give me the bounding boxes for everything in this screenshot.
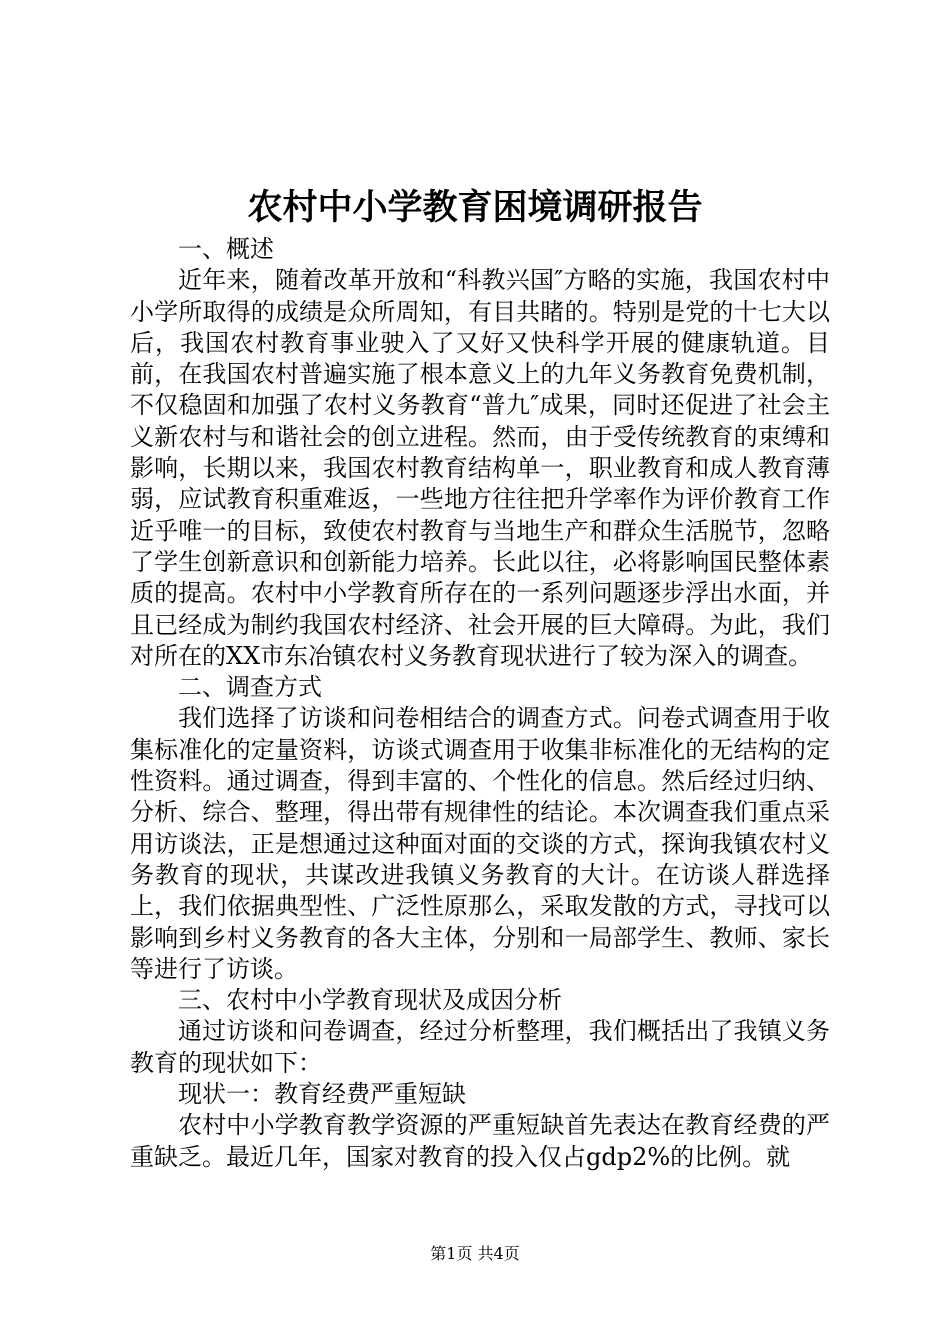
paragraph-method: 我们选择了访谈和问卷相结合的调查方式。问卷式调查用于收集标准化的定量资料，访谈式调查用于收集非标准化的无结构的定性资料。通过调查，得到丰富的、个性化的信息。然后经过归纳、分析、综合、整理，得出带有规律性的结论。本次调查我们重点采用访谈法，正是想通过这种面对面的交谈的方式，探询我镇农村义务教育的现状，共谋改进我镇义务教育的大计。在访谈人群选择上，我们依据典型性、广泛性原那么，采取发散的方式，寻找可以影响到乡村义务教育的各大主体，分别和一局部学生、教师、家长等进行了访谈。 <box>130 704 830 983</box>
paragraph-status-intro: 通过访谈和问卷调查，经过分析整理，我们概括出了我镇义务教育的现状如下： <box>130 1017 830 1077</box>
section-heading-method: 二、调查方式 <box>178 673 322 702</box>
document-body <box>130 234 830 1173</box>
page-number-footer: 第1页 共4页 <box>430 1244 520 1263</box>
document-title: 农村中小学教育困境调研报告 <box>247 187 703 228</box>
paragraph-status-one: 农村中小学教育教学资源的严重短缺首先表达在教育经费的严重缺乏。最近几年，国家对教育的投入仅占gdp2%的比例。就 <box>130 1111 830 1171</box>
section-heading-status: 三、农村中小学教育现状及成因分析 <box>178 986 562 1015</box>
paragraph-overview: 近年来，随着改革开放和“科教兴国″方略的实施，我国农村中小学所取得的成绩是众所周知，有目共睹的。特别是党的十七大以后，我国农村教育事业驶入了又好又快科学开展的健康轨道。目前，在我国农村普遍实施了根本意义上的九年义务教育免费机制，不仅稳固和加强了农村义务教育“普九″成果，同时还促进了社会主义新农村与和谐社会的创立进程。然而，由于受传统教育的束缚和影响，长期以来，我国农村教育结构单一，职业教育和成人教育薄弱，应试教育积重难返，一些地方往往把升学率作为评价教育工作近乎唯一的目标，致使农村教育与当地生产和群众生活脱节，忽略了学生创新意识和创新能力培养。长此以往，必将影响国民整体素质的提高。农村中小学教育所存在的一系列问题逐步浮出水面，并且已经成为制约我国农村经济、社会开展的巨大障碍。为此，我们对所在的XX市东冶镇农村义务教育现状进行了较为深入的调查。 <box>130 266 830 670</box>
section-heading-overview: 一、概述 <box>178 235 274 263</box>
subheading-status-one: 现状一：教育经费严重短缺 <box>178 1080 466 1109</box>
